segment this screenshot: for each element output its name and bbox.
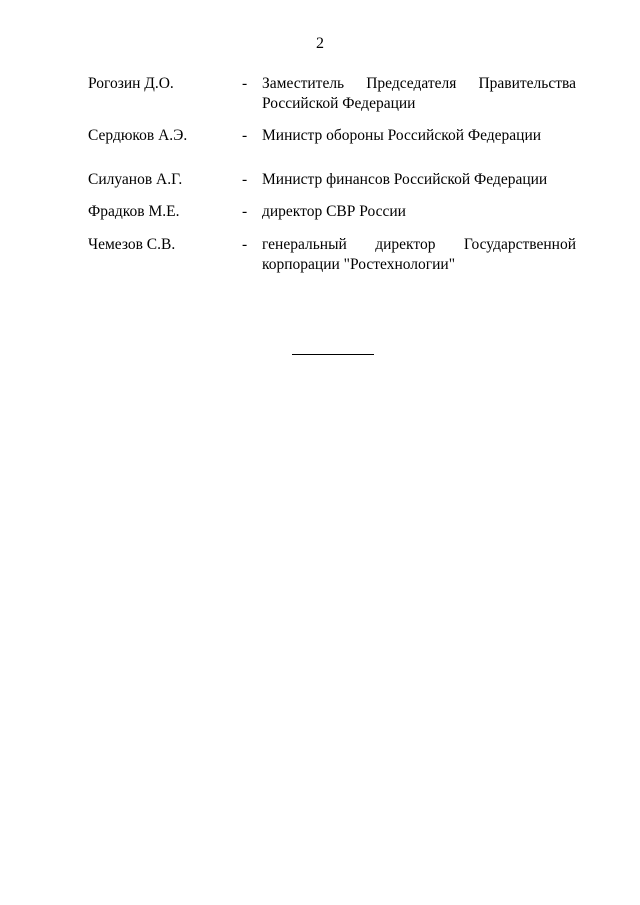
member-position: генеральный директор Государственной корпорации "Ростехнологии" [262, 236, 576, 273]
member-position: директор СВР России [262, 203, 406, 220]
member-dash: - [242, 127, 248, 144]
member-position: Заместитель Председателя Правительства Российской Федерации [262, 75, 576, 112]
member-dash: - [242, 171, 248, 188]
member-name: Чемезов С.В. [88, 236, 176, 253]
member-name: Фрадков М.Е. [88, 203, 180, 220]
member-name: Рогозин Д.О. [88, 75, 174, 92]
page-number: 2 [316, 35, 324, 52]
member-name: Сердюков А.Э. [88, 127, 188, 144]
member-dash: - [242, 75, 248, 92]
member-position: Министр финансов Российской Федерации [262, 171, 548, 188]
member-dash: - [242, 203, 248, 220]
closing-divider [292, 354, 374, 355]
member-position: Министр обороны Российской Федерации [262, 127, 542, 144]
member-dash: - [242, 236, 248, 253]
member-name: Силуанов А.Г. [88, 171, 183, 188]
